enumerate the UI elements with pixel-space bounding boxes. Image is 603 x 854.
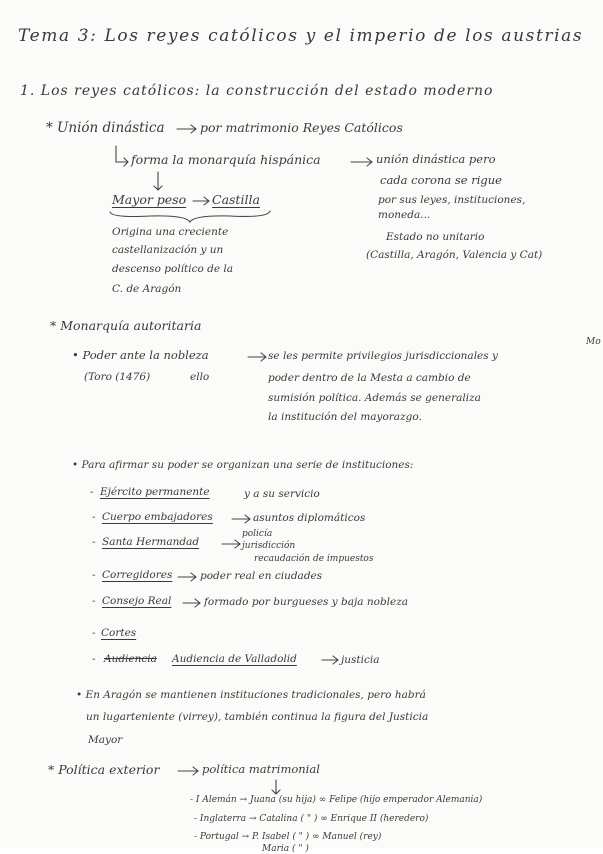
inst-corregidores: Corregidores xyxy=(102,569,173,581)
origina-line-2: castellanización y un xyxy=(112,244,224,256)
aragon-line-2: un lugarteniente (virrey), también continua la figura del Justicia xyxy=(86,711,429,723)
origina-line-4: C. de Aragón xyxy=(112,283,182,295)
inst-dash: - xyxy=(92,627,96,639)
exterior-heading: * Política exterior xyxy=(48,762,160,777)
arrow-right-icon xyxy=(193,197,209,205)
inst-dash: - xyxy=(92,595,96,607)
inst-dash: - xyxy=(92,569,96,581)
arrow-right-icon xyxy=(177,125,196,133)
union-heading: * Unión dinástica xyxy=(46,120,165,136)
origina-line-1: Origina una creciente xyxy=(112,226,229,238)
hermandad-sub-1: policía xyxy=(242,529,273,539)
inst-embajadores: Cuerpo embajadores xyxy=(102,511,213,523)
inst-audiencia: Audiencia de Valladolid xyxy=(172,653,297,665)
arrow-down-icon xyxy=(272,780,280,794)
arrow-right-icon xyxy=(351,158,372,166)
union-line-2: cada corona se rigue xyxy=(380,173,502,187)
toro: (Toro (1476) xyxy=(84,371,151,383)
inst-dash: - xyxy=(92,511,96,523)
arrow-right-icon xyxy=(322,656,338,664)
underbrace xyxy=(110,211,270,222)
union-line-4: moneda... xyxy=(378,209,431,221)
arrow-down-icon xyxy=(154,172,162,190)
inst-ejercito: Ejército permanente xyxy=(100,486,210,498)
estado-line-2: (Castilla, Aragón, Valencia y Cat) xyxy=(366,249,543,261)
inst-hermandad: Santa Hermandad xyxy=(102,536,200,548)
ello: ello xyxy=(190,371,210,383)
union-line-3: por sus leyes, instituciones, xyxy=(378,194,526,206)
arrow-right-icon xyxy=(222,540,240,548)
inst-audiencia-desc: justicia xyxy=(341,654,380,666)
audiencia-struck: Audiencia xyxy=(104,653,157,665)
union-matrimonio: por matrimonio Reyes Católicos xyxy=(200,120,403,135)
section-heading: 1. Los reyes católicos: la construcción del estado moderno xyxy=(20,83,494,99)
inst-cortes: Cortes xyxy=(101,627,137,639)
hook-arrow-icon xyxy=(116,146,128,166)
monarquia-heading: * Monarquía autoritaria xyxy=(50,318,202,333)
inst-dash: - xyxy=(90,486,94,498)
arrow-right-icon xyxy=(183,599,200,607)
privilegios-2: poder dentro de la Mesta a cambio de xyxy=(268,372,471,384)
exterior-line-3: - Portugal → P. Isabel ( " ) ∞ Manuel (rey) xyxy=(194,832,382,842)
mayor-peso: Mayor peso xyxy=(112,192,187,207)
privilegios-1: se les permite privilegios jurisdiccionales y xyxy=(268,350,498,362)
page-title: Tema 3: Los reyes católicos y el imperio de los austrias xyxy=(18,26,584,46)
exterior-line-1: - I Alemán → Juana (su hija) ∞ Felipe (hijo emperador Alemania) xyxy=(190,795,483,805)
privilegios-4: la institución del mayorazgo. xyxy=(268,411,422,423)
exterior-line-4: Maria ( " ) xyxy=(262,844,309,854)
aragon-line-3: Mayor xyxy=(88,734,123,746)
hermandad-sub-3: recaudación de impuestos xyxy=(254,554,374,564)
inst-consejo-desc: formado por burgueses y baja nobleza xyxy=(204,596,409,608)
afirmar-line: • Para afirmar su poder se organizan una serie de instituciones: xyxy=(72,459,414,471)
estado-line-1: Estado no unitario xyxy=(386,231,485,243)
arrow-right-icon xyxy=(248,353,266,361)
privilegios-3: sumisión política. Además se generaliza xyxy=(268,392,481,404)
union-line-1: unión dinástica pero xyxy=(376,152,496,166)
forma-monarquia: forma la monarquía hispánica xyxy=(131,152,321,167)
hermandad-sub-2: jurisdicción xyxy=(242,541,296,551)
arrow-right-icon xyxy=(178,573,196,581)
poder-nobleza: • Poder ante la nobleza xyxy=(72,348,209,362)
exterior-matrimonial: política matrimonial xyxy=(202,762,320,776)
inst-embajadores-desc: asuntos diplomáticos xyxy=(253,512,366,524)
inst-dash: - xyxy=(92,653,96,665)
aragon-line-1: • En Aragón se mantienen instituciones tradicionales, pero habrá xyxy=(76,689,426,701)
arrow-right-icon xyxy=(232,515,250,523)
arrow-right-icon xyxy=(178,767,198,775)
inst-ejercito-desc: y a su servicio xyxy=(244,488,320,500)
origina-line-3: descenso político de la xyxy=(112,263,233,275)
inst-corregidores-desc: poder real en ciudades xyxy=(200,570,323,582)
margin-mark: Mo xyxy=(586,337,601,347)
castilla: Castilla xyxy=(212,192,260,207)
inst-consejo: Consejo Real xyxy=(102,595,172,607)
inst-dash: - xyxy=(92,536,96,548)
exterior-line-2: - Inglaterra → Catalina ( " ) ∞ Enrique II (heredero) xyxy=(194,814,429,824)
